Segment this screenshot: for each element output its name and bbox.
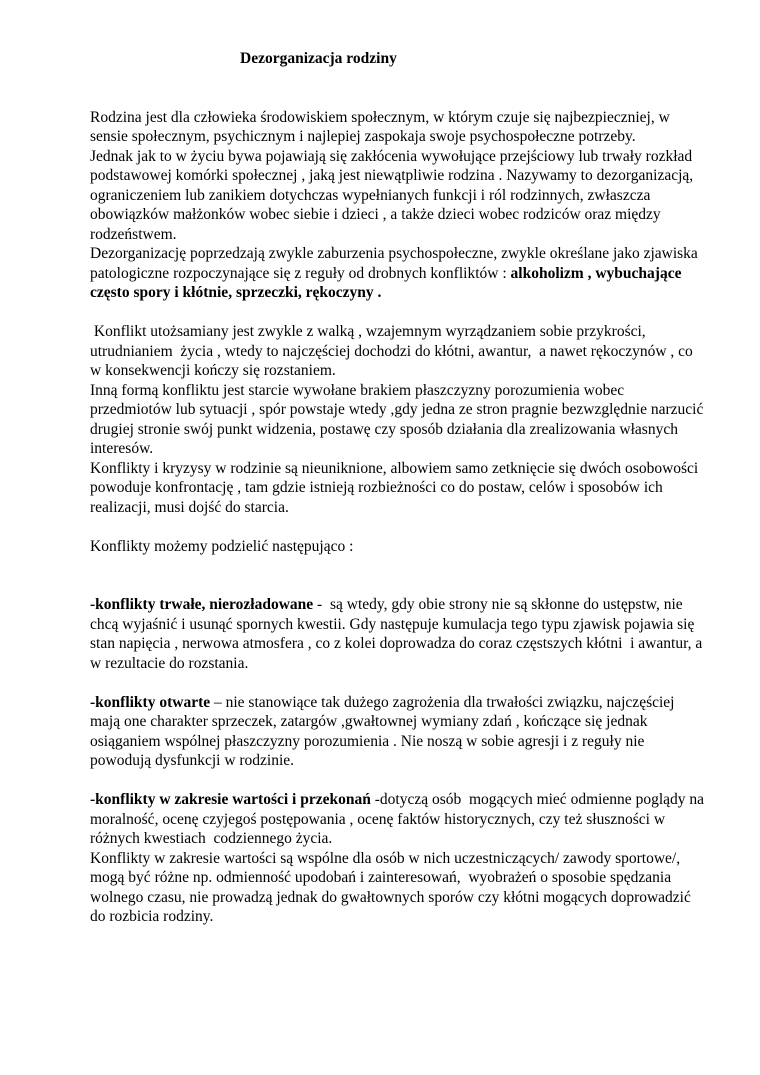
heading-conflict-types [90,537,707,557]
text-run: Konflikty w zakresie wartości są wspólne dla osób w nich uczestniczących/ zawody sportowe/, mogą być różne np. odmienność upodobań i zainteresowań, wyobrażeń o sposobie spędzania wolnego czasu, nie prowadzą jednak do gwałtownych sporów czy kłótni mogących doprowadzić do rozbicia rodziny. [90,849,695,925]
intro-section [90,108,707,303]
paragraph-conflict-other-form [90,381,712,459]
paragraph-conflict-inevitable [90,459,707,518]
text-run-bold: alkoholizm , wybuchające często spory i kłótnie, sprzeczki, rękoczyny . [90,264,686,301]
conflict-section [90,322,712,517]
paragraph-conflict-definition [90,322,707,381]
text-run-bold: -konflikty trwałe, nierozładowane [90,596,314,613]
blank-line-double [90,556,707,595]
text-run: -dotyczą osób mogących mieć odmienne poglądy na moralność, ocenę czyjegoś postępowania , ocenę faktów historycznych, czy też słuszności w różnych kwestiach codziennego życia. [90,791,708,847]
blank-line [90,517,707,537]
type-values-section [90,790,707,927]
text-run: – nie stanowiące tak dużego zagrożenia dla trwałości związku, najczęściej mają one charakter sprzeczek, zatargów ,gwałtownej wymiany zdań , kończące się jednak osiąganiem wspólnej płaszczyzny porozumienia . Nie noszą w sobie agresji i z reguły nie powodują dysfunkcji w rodzinie. [90,693,679,769]
text-run-bold: -konflikty w zakresie wartości i przekonań [90,791,371,808]
blank-line [90,88,707,108]
document-title: Dezorganizacja rodziny [240,50,397,67]
text-run: Konflikty i kryzysy w rodzinie są nieuniknione, albowiem samo zetknięcie się dwóch osobowości powoduje konfrontację , tam gdzie istnieją rozbieżności co do postaw, celów i sposobów ich realizacji, musi dojść do starcia. [90,459,703,516]
paragraph-type-values-follow [90,849,707,927]
blank-line [90,673,707,693]
paragraph-type-values [90,790,707,849]
blank-line [90,771,707,791]
type-open-section [90,693,707,771]
text-run: Jednak jak to w życiu bywa pojawiają się zakłócenia wywołujące przejściowy lub trwały rozkład podstawowej komórki społecznej , jaką jest niewątpliwie rodzina . Nazywamy to dezorganizacją, ograniczeniem lub zanikiem dotychczas wypełnianych funkcji i ról rodzinnych, zwłaszcza obowiązków małżonków wobec siebie i dzieci , a także dzieci wobec rodziców oraz między rodzeństwem. [90,147,698,243]
text-run: Rodzina jest dla człowieka środowiskiem społecznym, w którym czuje się najbezpieczniej, w sensie społecznym, psychicznym i najlepiej zaspokaja swoje psychospołeczne potrzeby. [90,108,674,145]
paragraph-disorganization-definition [90,147,707,245]
paragraph-pathology-signs [90,244,707,303]
text-run: - są wtedy, gdy obie strony nie są skłonne do ustępstw, nie chcą wyjaśnić i usunąć spornych kwestii. Gdy następuje kumulacja tego typu zjawisk pojawia się stan napięcia , nerwowa atmosfera , co z kolei doprowadza do coraz częstszych kłótni i awantur, a w rezultacie do rozstania. [90,596,707,672]
text-run: Dezorganizację poprzedzają zwykle zaburzenia psychospołeczne, zwykle określane jako zjawiska patologiczne rozpoczynające się z reguły od drobnych konfliktów : [90,245,702,282]
type-persistent-section [90,595,707,673]
blank-line [90,303,707,323]
paragraph-family-environment [90,108,707,147]
paragraph-type-persistent [90,595,707,673]
text-run: Konflikt utożsamiany jest zwykle z walką , wzajemnym wyrządzaniem sobie przykrości, utrudnianiem życia , wtedy to najczęściej dochodzi do kłótni, awantur, a nawet rękoczynów , co w konsekwencji kończy się rozstaniem. [90,323,697,379]
paragraph-type-open [90,693,707,771]
text-run: Konflikty możemy podzielić następująco : [90,537,354,555]
text-run: Inną formą konfliktu jest starcie wywołane brakiem płaszczyzny porozumienia wobec przedmiotów lub sytuacji , spór powstaje wtedy ,gdy jedna ze stron pragnie bezwzględnie narzucić drugiej stronie swój punkt widzenia, postawę czy sposób działania dla zrealizowania własnych interesów. [90,381,712,457]
types-heading-section [90,537,707,557]
text-run-bold: -konflikty otwarte [90,693,211,711]
